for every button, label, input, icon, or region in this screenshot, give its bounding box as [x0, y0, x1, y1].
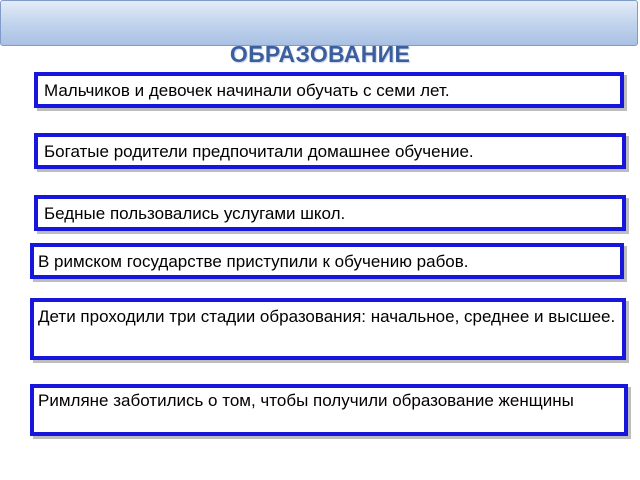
fact-box-1	[34, 72, 624, 108]
slide-title: ОБРАЗОВАНИЕ	[229, 41, 411, 67]
fact-text: Бедные пользовались услугами школ.	[44, 204, 346, 223]
fact-text: Мальчиков и девочек начинали обучать с семи лет.	[44, 81, 450, 100]
fact-box-6	[30, 384, 628, 436]
fact-text: Богатые родители предпочитали домашнее обучение.	[44, 142, 474, 161]
fact-box-3	[34, 195, 626, 231]
fact-box-4	[30, 243, 624, 279]
fact-text: Римляне заботились о том, чтобы получили образование женщины	[38, 391, 574, 410]
fact-text: Дети проходили три стадии образования: начальное, среднее и высшее.	[38, 307, 616, 326]
fact-box-5	[30, 298, 626, 360]
fact-text: В римском государстве приступили к обучению рабов.	[38, 252, 469, 271]
fact-box-2	[34, 133, 626, 169]
